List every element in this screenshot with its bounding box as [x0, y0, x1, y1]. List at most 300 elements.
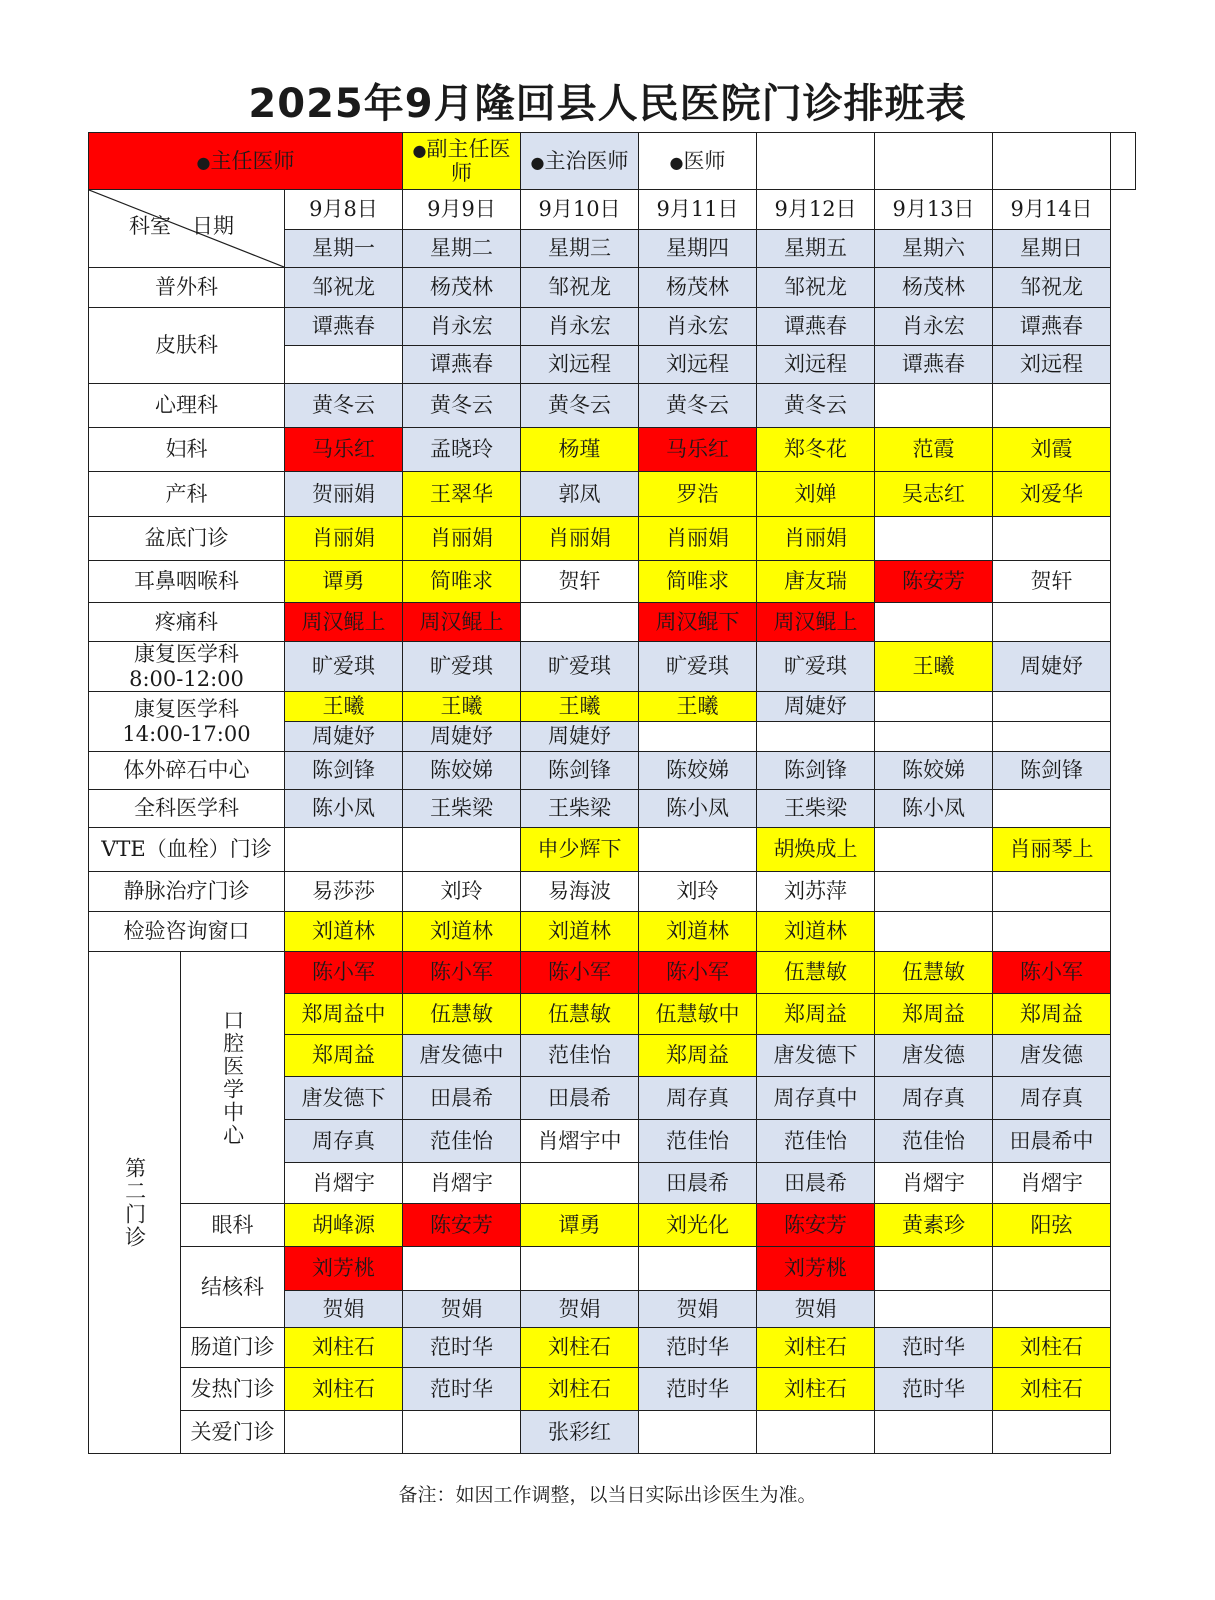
doctor-cell: 黄冬云: [285, 384, 403, 428]
doctor-cell: 陈姣娣: [875, 752, 993, 790]
doctor-cell: 王曦: [875, 642, 993, 692]
doctor-cell: 邹祝龙: [993, 268, 1111, 308]
doctor-cell: [875, 517, 993, 561]
doctor-cell: 胡焕成上: [757, 828, 875, 872]
doctor-cell: [875, 872, 993, 912]
dept-label: [89, 517, 285, 561]
dept-name: 检验咨询窗口: [123, 919, 250, 944]
doctor-cell: 周婕妤: [993, 642, 1111, 692]
doctor-cell: 郑冬花: [757, 428, 875, 472]
doctor-cell: 陈小军: [993, 952, 1111, 994]
table-row: [89, 561, 1136, 603]
doctor-cell: 王曦: [639, 692, 757, 722]
doctor-cell: 刘柱石: [285, 1328, 403, 1368]
doctor-cell: [403, 1411, 521, 1454]
doctor-cell: 黄素珍: [875, 1204, 993, 1247]
doctor-cell: 贺娟: [521, 1291, 639, 1328]
weekday-header: 星期六: [875, 230, 993, 268]
legend-empty: [1111, 133, 1136, 190]
doctor-cell: 范佳怡: [521, 1035, 639, 1077]
table-row: [89, 384, 1136, 428]
doctor-cell: 肖丽娟: [285, 517, 403, 561]
doctor-cell: [639, 828, 757, 872]
doctor-cell: 肖丽娟: [403, 517, 521, 561]
doctor-cell: 谭燕春: [403, 346, 521, 384]
doctor-cell: 刘芳桃: [757, 1247, 875, 1291]
doctor-cell: 肖熠宇: [993, 1163, 1111, 1204]
doctor-cell: [285, 346, 403, 384]
bullet-icon: ●: [196, 152, 211, 172]
legend-2: [403, 133, 521, 190]
legend-empty: [993, 133, 1111, 190]
doctor-cell: [639, 1247, 757, 1291]
doctor-cell: 刘玲: [403, 872, 521, 912]
doctor-cell: [993, 1247, 1111, 1291]
doctor-cell: 申少辉下: [521, 828, 639, 872]
doctor-cell: 刘柱石: [993, 1328, 1111, 1368]
doctor-cell: 刘道林: [639, 912, 757, 952]
date-header: 9月8日: [285, 190, 403, 230]
doctor-cell: 罗浩: [639, 472, 757, 517]
table-row: [89, 1247, 1136, 1291]
doctor-cell: 旷爱琪: [639, 642, 757, 692]
doctor-cell: 贺娟: [639, 1291, 757, 1328]
dept-label: [89, 912, 285, 952]
doctor-cell: 陈小军: [403, 952, 521, 994]
doctor-cell: 刘霞: [993, 428, 1111, 472]
doctor-cell: [993, 517, 1111, 561]
weekday-header: 星期日: [993, 230, 1111, 268]
dept-name: 皮肤科: [155, 333, 218, 358]
doctor-cell: 伍慧敏: [403, 994, 521, 1035]
dept-label: 发热门诊: [181, 1368, 285, 1411]
doctor-cell: 谭燕春: [757, 308, 875, 346]
doctor-cell: 郑周益: [993, 994, 1111, 1035]
doctor-cell: 马乐红: [285, 428, 403, 472]
doctor-cell: 范时华: [875, 1328, 993, 1368]
date-header: 9月14日: [993, 190, 1111, 230]
dept-name: 康复医学科: [134, 697, 239, 722]
table-row: [89, 603, 1136, 642]
table-row: [89, 790, 1136, 828]
doctor-cell: 肖丽娟: [521, 517, 639, 561]
dept-name: 静脉治疗门诊: [123, 879, 250, 904]
dept-label: [89, 692, 285, 752]
doctor-cell: [875, 603, 993, 642]
group-label: 第二门诊: [89, 952, 181, 1454]
dept-name: 全科医学科: [134, 796, 239, 821]
dept-label: [89, 384, 285, 428]
doctor-cell: 刘柱石: [757, 1328, 875, 1368]
doctor-cell: 陈剑锋: [285, 752, 403, 790]
dept-name: 盆底门诊: [144, 526, 229, 551]
doctor-cell: 杨茂林: [403, 268, 521, 308]
doctor-cell: [521, 1163, 639, 1204]
weekday-header: 星期三: [521, 230, 639, 268]
doctor-cell: 王柴梁: [403, 790, 521, 828]
table-row: [89, 1204, 1136, 1247]
doctor-cell: 谭燕春: [875, 346, 993, 384]
dept-label: 肠道门诊: [181, 1328, 285, 1368]
doctor-cell: 杨茂林: [875, 268, 993, 308]
doctor-cell: 王曦: [521, 692, 639, 722]
doctor-cell: 刘爱华: [993, 472, 1111, 517]
table-row: [89, 190, 1136, 230]
doctor-cell: [875, 722, 993, 752]
doctor-cell: 范时华: [403, 1368, 521, 1411]
bullet-icon: ●: [669, 152, 684, 172]
doctor-cell: 谭勇: [285, 561, 403, 603]
doctor-cell: 田晨希中: [993, 1120, 1111, 1163]
doctor-cell: 黄冬云: [403, 384, 521, 428]
doctor-cell: 旷爱琪: [403, 642, 521, 692]
doctor-cell: 郑周益中: [285, 994, 403, 1035]
doctor-cell: [993, 722, 1111, 752]
doctor-cell: 王曦: [403, 692, 521, 722]
doctor-cell: [285, 1411, 403, 1454]
doctor-cell: 刘柱石: [521, 1368, 639, 1411]
doctor-cell: 肖永宏: [521, 308, 639, 346]
doctor-cell: 肖永宏: [639, 308, 757, 346]
doctor-cell: 周汉鲲上: [403, 603, 521, 642]
doctor-cell: 吴志红: [875, 472, 993, 517]
doctor-cell: 郑周益: [285, 1035, 403, 1077]
doctor-cell: 刘芳桃: [285, 1247, 403, 1291]
doctor-cell: 陈剑锋: [993, 752, 1111, 790]
doctor-cell: 王柴梁: [521, 790, 639, 828]
doctor-cell: 旷爱琪: [757, 642, 875, 692]
doctor-cell: [521, 603, 639, 642]
doctor-cell: 周婕妤: [521, 722, 639, 752]
table-row: [89, 1368, 1136, 1411]
doctor-cell: 陈安芳: [757, 1204, 875, 1247]
doctor-cell: [757, 1411, 875, 1454]
legend-label: 主治医师: [544, 148, 629, 173]
doctor-cell: 陈小军: [285, 952, 403, 994]
legend-3: [521, 133, 639, 190]
doctor-cell: [757, 722, 875, 752]
doctor-cell: 周存真: [875, 1077, 993, 1120]
doctor-cell: 刘远程: [521, 346, 639, 384]
doctor-cell: 刘柱石: [521, 1328, 639, 1368]
doctor-cell: 刘道林: [285, 912, 403, 952]
footnote: 备注：如因工作调整，以当日实际出诊医生为准。: [398, 1484, 817, 1506]
doctor-cell: 张彩红: [521, 1411, 639, 1454]
doctor-cell: 刘柱石: [757, 1368, 875, 1411]
doctor-cell: [403, 1247, 521, 1291]
doctor-cell: 周汉鲲上: [285, 603, 403, 642]
legend-empty: [875, 133, 993, 190]
doctor-cell: 田晨希: [403, 1077, 521, 1120]
date-header: 9月9日: [403, 190, 521, 230]
doctor-cell: [875, 692, 993, 722]
doctor-cell: 邹祝龙: [285, 268, 403, 308]
doctor-cell: 伍慧敏: [757, 952, 875, 994]
table-row: [89, 692, 1136, 722]
table-row: [89, 872, 1136, 912]
doctor-cell: 刘光化: [639, 1204, 757, 1247]
doctor-cell: 周存真中: [757, 1077, 875, 1120]
dept-label: [89, 308, 285, 384]
weekday-header: 星期五: [757, 230, 875, 268]
schedule-table: [88, 132, 1136, 1454]
doctor-cell: 刘苏萍: [757, 872, 875, 912]
doctor-cell: 郑周益: [639, 1035, 757, 1077]
doctor-cell: 周存真: [639, 1077, 757, 1120]
doctor-cell: 郭凤: [521, 472, 639, 517]
dept-label: 结核科: [181, 1247, 285, 1328]
doctor-cell: 范佳怡: [639, 1120, 757, 1163]
doctor-cell: 范时华: [875, 1368, 993, 1411]
date-header: 9月10日: [521, 190, 639, 230]
dept-name: 康复医学科: [134, 642, 239, 667]
doctor-cell: 旷爱琪: [521, 642, 639, 692]
table-row: [89, 268, 1136, 308]
doctor-cell: 范时华: [403, 1328, 521, 1368]
doctor-cell: 王曦: [285, 692, 403, 722]
dept-name: 普外科: [155, 275, 218, 300]
doctor-cell: [875, 1411, 993, 1454]
doctor-cell: 谭勇: [521, 1204, 639, 1247]
doctor-cell: 郑周益: [757, 994, 875, 1035]
dept-name: 妇科: [165, 437, 208, 462]
doctor-cell: 黄冬云: [757, 384, 875, 428]
doctor-cell: [639, 722, 757, 752]
doctor-cell: 贺娟: [285, 1291, 403, 1328]
dept-name: 耳鼻咽喉科: [134, 569, 239, 594]
legend-label: 医师: [683, 148, 726, 173]
corner-header: [89, 190, 285, 268]
doctor-cell: 贺娟: [403, 1291, 521, 1328]
doctor-cell: 陈小凤: [285, 790, 403, 828]
doctor-cell: 范佳怡: [757, 1120, 875, 1163]
doctor-cell: 简唯求: [403, 561, 521, 603]
dept-hours: 14:00-17:00: [122, 721, 251, 746]
doctor-cell: 周婕妤: [757, 692, 875, 722]
bullet-icon: ●: [530, 152, 545, 172]
doctor-cell: 马乐红: [639, 428, 757, 472]
doctor-cell: 阳弦: [993, 1204, 1111, 1247]
legend-4: [639, 133, 757, 190]
doctor-cell: 范时华: [639, 1368, 757, 1411]
dept-label: [89, 828, 285, 872]
doctor-cell: [993, 790, 1111, 828]
doctor-cell: 刘远程: [639, 346, 757, 384]
table-row: [89, 1411, 1136, 1454]
weekday-header: 星期一: [285, 230, 403, 268]
doctor-cell: [875, 1291, 993, 1328]
doctor-cell: 陈剑锋: [757, 752, 875, 790]
dept-label: [89, 561, 285, 603]
doctor-cell: [993, 692, 1111, 722]
doctor-cell: [993, 1291, 1111, 1328]
doctor-cell: 肖熠宇: [403, 1163, 521, 1204]
doctor-cell: [285, 828, 403, 872]
doctor-cell: 肖丽娟: [757, 517, 875, 561]
doctor-cell: 陈小凤: [639, 790, 757, 828]
doctor-cell: 田晨希: [521, 1077, 639, 1120]
doctor-cell: 陈小凤: [875, 790, 993, 828]
doctor-cell: [875, 912, 993, 952]
doctor-cell: 肖熠宇: [875, 1163, 993, 1204]
legend-label: 主任医师: [210, 148, 295, 173]
doctor-cell: 王翠华: [403, 472, 521, 517]
doctor-cell: 胡峰源: [285, 1204, 403, 1247]
doctor-cell: [993, 872, 1111, 912]
doctor-cell: 周汉鲲下: [639, 603, 757, 642]
doctor-cell: 肖永宏: [875, 308, 993, 346]
corner-label: 科室 日期: [129, 214, 234, 238]
doctor-cell: 田晨希: [757, 1163, 875, 1204]
doctor-cell: 刘柱石: [993, 1368, 1111, 1411]
doctor-cell: 杨瑾: [521, 428, 639, 472]
table-row: [89, 472, 1136, 517]
doctor-cell: 唐发德下: [757, 1035, 875, 1077]
doctor-cell: 易莎莎: [285, 872, 403, 912]
doctor-cell: [639, 1411, 757, 1454]
doctor-cell: 杨茂林: [639, 268, 757, 308]
doctor-cell: 贺轩: [993, 561, 1111, 603]
table-row: [89, 952, 1136, 994]
doctor-cell: 伍慧敏中: [639, 994, 757, 1035]
date-header: 9月12日: [757, 190, 875, 230]
page-title: 2025年9月隆回县人民医院门诊排班表: [248, 81, 967, 127]
dept-oral: 口腔医学中心: [181, 952, 285, 1204]
dept-hours: 8:00-12:00: [129, 666, 244, 691]
doctor-cell: 周存真: [285, 1120, 403, 1163]
doctor-cell: 肖丽琴上: [993, 828, 1111, 872]
dept-label: [89, 752, 285, 790]
doctor-cell: 肖熠宇: [285, 1163, 403, 1204]
doctor-cell: 孟晓玲: [403, 428, 521, 472]
dept-label: [89, 790, 285, 828]
dept-label: [89, 428, 285, 472]
doctor-cell: 陈姣娣: [639, 752, 757, 790]
doctor-cell: 谭燕春: [993, 308, 1111, 346]
doctor-cell: 周存真: [993, 1077, 1111, 1120]
doctor-cell: 黄冬云: [521, 384, 639, 428]
doctor-cell: 易海波: [521, 872, 639, 912]
table-row: [89, 517, 1136, 561]
doctor-cell: 范佳怡: [875, 1120, 993, 1163]
doctor-cell: 邹祝龙: [521, 268, 639, 308]
dept-name: 产科: [165, 481, 208, 506]
weekday-header: 星期二: [403, 230, 521, 268]
doctor-cell: 唐发德中: [403, 1035, 521, 1077]
doctor-cell: [521, 1247, 639, 1291]
doctor-cell: 田晨希: [639, 1163, 757, 1204]
dept-name: VTE（血栓）门诊: [101, 837, 272, 862]
doctor-cell: 唐发德下: [285, 1077, 403, 1120]
dept-label: 关爱门诊: [181, 1411, 285, 1454]
doctor-cell: 刘玲: [639, 872, 757, 912]
doctor-cell: 肖熠宇中: [521, 1120, 639, 1163]
doctor-cell: 刘道林: [403, 912, 521, 952]
doctor-cell: 陈姣娣: [403, 752, 521, 790]
table-row: [89, 912, 1136, 952]
doctor-cell: 陈小军: [521, 952, 639, 994]
doctor-cell: 刘柱石: [285, 1368, 403, 1411]
legend-1: [89, 133, 403, 190]
dept-label: [89, 642, 285, 692]
doctor-cell: 肖永宏: [403, 308, 521, 346]
doctor-cell: 刘婵: [757, 472, 875, 517]
dept-label: [89, 603, 285, 642]
date-header: 9月11日: [639, 190, 757, 230]
doctor-cell: 唐发德: [875, 1035, 993, 1077]
dept-label: [89, 472, 285, 517]
dept-name: 体外碎石中心: [123, 758, 250, 783]
doctor-cell: 王柴梁: [757, 790, 875, 828]
doctor-cell: 贺轩: [521, 561, 639, 603]
doctor-cell: 邹祝龙: [757, 268, 875, 308]
legend-empty: [757, 133, 875, 190]
dept-name: 疼痛科: [155, 609, 218, 634]
doctor-cell: 郑周益: [875, 994, 993, 1035]
weekday-header: 星期四: [639, 230, 757, 268]
doctor-cell: [993, 384, 1111, 428]
doctor-cell: 范时华: [639, 1328, 757, 1368]
table-row: [89, 642, 1136, 692]
doctor-cell: 肖丽娟: [639, 517, 757, 561]
doctor-cell: 陈小军: [639, 952, 757, 994]
legend-label: 副主任医师: [426, 136, 511, 185]
doctor-cell: 刘道林: [757, 912, 875, 952]
table-row: [89, 308, 1136, 346]
doctor-cell: 刘道林: [521, 912, 639, 952]
doctor-cell: 刘远程: [757, 346, 875, 384]
doctor-cell: 伍慧敏: [875, 952, 993, 994]
doctor-cell: 陈剑锋: [521, 752, 639, 790]
dept-label: [89, 268, 285, 308]
doctor-cell: [993, 912, 1111, 952]
doctor-cell: 陈安芳: [403, 1204, 521, 1247]
doctor-cell: 贺娟: [757, 1291, 875, 1328]
table-row: [89, 1328, 1136, 1368]
doctor-cell: 黄冬云: [639, 384, 757, 428]
doctor-cell: 周婕妤: [403, 722, 521, 752]
doctor-cell: 简唯求: [639, 561, 757, 603]
dept-label: 眼科: [181, 1204, 285, 1247]
dept-name: 心理科: [155, 393, 218, 418]
doctor-cell: 旷爱琪: [285, 642, 403, 692]
doctor-cell: 唐发德: [993, 1035, 1111, 1077]
doctor-cell: [875, 384, 993, 428]
doctor-cell: 范佳怡: [403, 1120, 521, 1163]
doctor-cell: 范霞: [875, 428, 993, 472]
doctor-cell: [875, 1247, 993, 1291]
table-row: [89, 828, 1136, 872]
doctor-cell: 谭燕春: [285, 308, 403, 346]
doctor-cell: 伍慧敏: [521, 994, 639, 1035]
table-row: [89, 133, 1136, 190]
doctor-cell: [993, 603, 1111, 642]
doctor-cell: 周婕妤: [285, 722, 403, 752]
doctor-cell: 陈安芳: [875, 561, 993, 603]
doctor-cell: [403, 828, 521, 872]
bullet-icon: ●: [412, 140, 427, 160]
table-row: [89, 428, 1136, 472]
date-header: 9月13日: [875, 190, 993, 230]
doctor-cell: 周汉鲲上: [757, 603, 875, 642]
doctor-cell: 刘远程: [993, 346, 1111, 384]
table-row: [89, 752, 1136, 790]
doctor-cell: [993, 1411, 1111, 1454]
dept-label: [89, 872, 285, 912]
doctor-cell: 贺丽娟: [285, 472, 403, 517]
doctor-cell: [875, 828, 993, 872]
doctor-cell: 唐友瑞: [757, 561, 875, 603]
